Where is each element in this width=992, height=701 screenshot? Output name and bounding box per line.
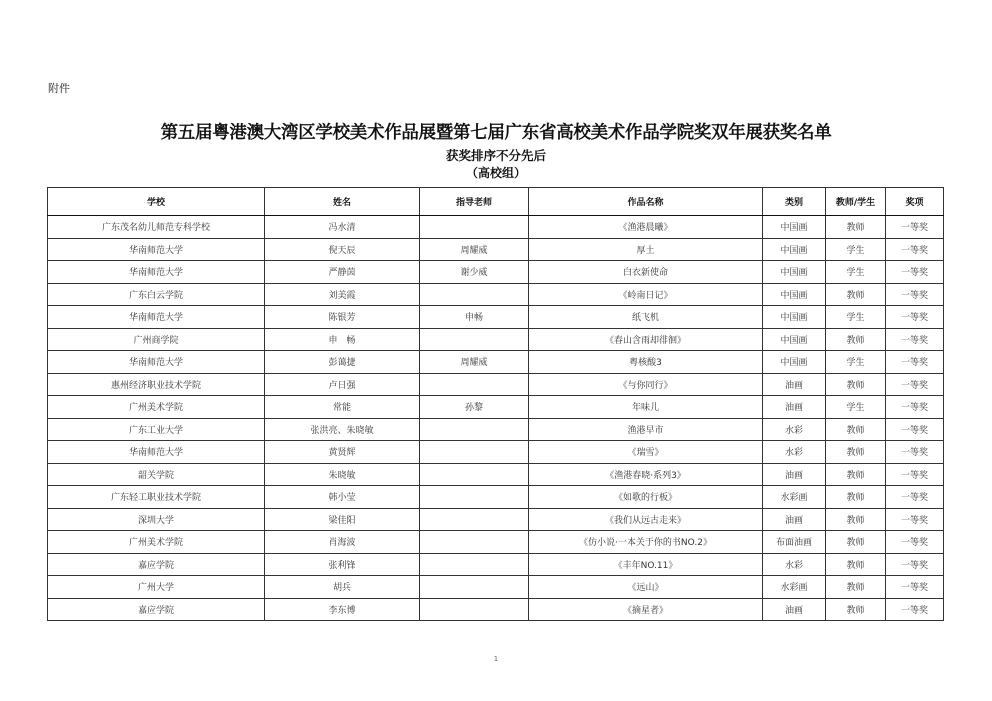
cell-work-title: 纸飞机 <box>529 306 763 329</box>
awards-table <box>47 187 944 621</box>
page-number: 1 <box>493 655 499 663</box>
cell-name: 黄贤辉 <box>265 441 420 464</box>
cell-category: 中国画 <box>763 351 826 374</box>
table-row <box>48 216 944 239</box>
cell-advisor: 孙黎 <box>420 396 529 419</box>
cell-work-title: 《摘星者》 <box>529 598 763 621</box>
cell-category: 油画 <box>763 396 826 419</box>
cell-category: 中国画 <box>763 261 826 284</box>
cell-award: 一等奖 <box>886 261 944 284</box>
table-row <box>48 508 944 531</box>
table-row <box>48 396 944 419</box>
cell-school: 嘉应学院 <box>48 553 265 576</box>
cell-advisor <box>420 486 529 509</box>
cell-award: 一等奖 <box>886 598 944 621</box>
cell-advisor <box>420 598 529 621</box>
cell-category: 中国画 <box>763 306 826 329</box>
cell-name: 刘美霞 <box>265 283 420 306</box>
cell-role: 教师 <box>826 553 886 576</box>
table-row <box>48 238 944 261</box>
cell-name: 肖海波 <box>265 531 420 554</box>
cell-name: 梁佳阳 <box>265 508 420 531</box>
cell-name: 倪天辰 <box>265 238 420 261</box>
cell-category: 布面油画 <box>763 531 826 554</box>
cell-advisor: 谢少威 <box>420 261 529 284</box>
cell-role: 教师 <box>826 216 886 239</box>
cell-name: 朱晓敏 <box>265 463 420 486</box>
cell-school: 华南师范大学 <box>48 238 265 261</box>
cell-category: 油画 <box>763 373 826 396</box>
cell-role: 教师 <box>826 373 886 396</box>
header-role: 教师/学生 <box>826 188 886 216</box>
cell-school: 深圳大学 <box>48 508 265 531</box>
cell-role: 学生 <box>826 351 886 374</box>
cell-school: 嘉应学院 <box>48 598 265 621</box>
cell-name: 胡兵 <box>265 576 420 599</box>
cell-award: 一等奖 <box>886 531 944 554</box>
cell-work-title: 《仿小说·一本关于你的书NO.2》 <box>529 531 763 554</box>
table-row <box>48 418 944 441</box>
cell-award: 一等奖 <box>886 418 944 441</box>
cell-work-title: 《与你同行》 <box>529 373 763 396</box>
cell-name: 严静茵 <box>265 261 420 284</box>
cell-advisor <box>420 418 529 441</box>
table-row <box>48 486 944 509</box>
page-title: 第五届粤港澳大湾区学校美术作品展暨第七届广东省高校美术作品学院奖双年展获奖名单 <box>160 123 832 143</box>
cell-role: 学生 <box>826 306 886 329</box>
cell-role: 学生 <box>826 238 886 261</box>
cell-role: 教师 <box>826 328 886 351</box>
cell-award: 一等奖 <box>886 576 944 599</box>
cell-category: 中国画 <box>763 238 826 261</box>
table-row <box>48 576 944 599</box>
cell-school: 华南师范大学 <box>48 261 265 284</box>
cell-school: 惠州经济职业技术学院 <box>48 373 265 396</box>
cell-advisor: 周耀威 <box>420 351 529 374</box>
cell-advisor <box>420 576 529 599</box>
cell-role: 教师 <box>826 598 886 621</box>
cell-advisor <box>420 508 529 531</box>
cell-category: 油画 <box>763 463 826 486</box>
header-name: 姓名 <box>265 188 420 216</box>
cell-role: 教师 <box>826 576 886 599</box>
cell-work-title: 年味儿 <box>529 396 763 419</box>
header-award: 奖项 <box>886 188 944 216</box>
cell-award: 一等奖 <box>886 486 944 509</box>
cell-award: 一等奖 <box>886 328 944 351</box>
cell-school: 华南师范大学 <box>48 306 265 329</box>
cell-school: 华南师范大学 <box>48 351 265 374</box>
cell-role: 教师 <box>826 508 886 531</box>
cell-name: 陈银芳 <box>265 306 420 329</box>
table-row <box>48 598 944 621</box>
cell-advisor <box>420 216 529 239</box>
cell-award: 一等奖 <box>886 396 944 419</box>
table-body <box>48 216 944 621</box>
cell-school: 广州商学院 <box>48 328 265 351</box>
cell-award: 一等奖 <box>886 283 944 306</box>
table-row <box>48 441 944 464</box>
table-row <box>48 306 944 329</box>
cell-advisor <box>420 553 529 576</box>
cell-work-title: 白衣新使命 <box>529 261 763 284</box>
cell-advisor <box>420 283 529 306</box>
cell-work-title: 《春山含雨却徘徊》 <box>529 328 763 351</box>
cell-category: 油画 <box>763 598 826 621</box>
cell-category: 水彩 <box>763 418 826 441</box>
header-work-title: 作品名称 <box>529 188 763 216</box>
cell-award: 一等奖 <box>886 306 944 329</box>
cell-category: 中国画 <box>763 283 826 306</box>
cell-award: 一等奖 <box>886 441 944 464</box>
cell-name: 彭蔼捷 <box>265 351 420 374</box>
cell-work-title: 渔港早市 <box>529 418 763 441</box>
cell-school: 华南师范大学 <box>48 441 265 464</box>
table-row <box>48 283 944 306</box>
cell-name: 常能 <box>265 396 420 419</box>
table-row <box>48 261 944 284</box>
cell-role: 教师 <box>826 486 886 509</box>
cell-role: 学生 <box>826 396 886 419</box>
group-label: （高校组） <box>465 166 526 180</box>
cell-advisor <box>420 328 529 351</box>
cell-award: 一等奖 <box>886 463 944 486</box>
cell-work-title: 《我们从远古走来》 <box>529 508 763 531</box>
cell-role: 教师 <box>826 441 886 464</box>
cell-name: 张洪亮、朱晓敏 <box>265 418 420 441</box>
cell-name: 韩小莹 <box>265 486 420 509</box>
cell-category: 水彩画 <box>763 486 826 509</box>
cell-category: 水彩 <box>763 441 826 464</box>
cell-advisor <box>420 463 529 486</box>
cell-role: 教师 <box>826 418 886 441</box>
cell-award: 一等奖 <box>886 216 944 239</box>
cell-work-title: 《渔港晨曦》 <box>529 216 763 239</box>
cell-award: 一等奖 <box>886 373 944 396</box>
cell-award: 一等奖 <box>886 238 944 261</box>
cell-work-title: 《丰年NO.11》 <box>529 553 763 576</box>
cell-category: 中国画 <box>763 216 826 239</box>
table-header-row <box>48 188 944 216</box>
cell-work-title: 《瑞雪》 <box>529 441 763 464</box>
cell-advisor <box>420 531 529 554</box>
cell-school: 广东工业大学 <box>48 418 265 441</box>
cell-school: 广州大学 <box>48 576 265 599</box>
cell-role: 教师 <box>826 463 886 486</box>
page-subtitle: 获奖排序不分先后 <box>445 148 546 163</box>
cell-award: 一等奖 <box>886 553 944 576</box>
cell-name: 卢日强 <box>265 373 420 396</box>
cell-school: 广东轻工职业技术学院 <box>48 486 265 509</box>
cell-advisor <box>420 441 529 464</box>
cell-name: 申 畅 <box>265 328 420 351</box>
cell-advisor <box>420 373 529 396</box>
cell-role: 学生 <box>826 261 886 284</box>
cell-category: 油画 <box>763 508 826 531</box>
cell-work-title: 粤核酸3 <box>529 351 763 374</box>
cell-award: 一等奖 <box>886 351 944 374</box>
table-row <box>48 553 944 576</box>
cell-advisor: 申畅 <box>420 306 529 329</box>
cell-category: 中国画 <box>763 328 826 351</box>
table-row <box>48 351 944 374</box>
header-school: 学校 <box>48 188 265 216</box>
cell-work-title: 《远山》 <box>529 576 763 599</box>
cell-role: 教师 <box>826 531 886 554</box>
table-row <box>48 373 944 396</box>
cell-school: 广州美术学院 <box>48 531 265 554</box>
cell-school: 广州美术学院 <box>48 396 265 419</box>
cell-role: 教师 <box>826 283 886 306</box>
cell-category: 水彩 <box>763 553 826 576</box>
cell-name: 冯水清 <box>265 216 420 239</box>
cell-name: 李东博 <box>265 598 420 621</box>
cell-school: 广东茂名幼儿师范专科学校 <box>48 216 265 239</box>
table-row <box>48 531 944 554</box>
cell-advisor: 周耀威 <box>420 238 529 261</box>
cell-school: 韶关学院 <box>48 463 265 486</box>
cell-award: 一等奖 <box>886 508 944 531</box>
cell-school: 广东白云学院 <box>48 283 265 306</box>
cell-work-title: 厚土 <box>529 238 763 261</box>
table-row <box>48 463 944 486</box>
attachment-label: 附件 <box>48 82 70 95</box>
cell-work-title: 《渔港春晓·系列3》 <box>529 463 763 486</box>
cell-name: 张利锋 <box>265 553 420 576</box>
cell-work-title: 《岭南日记》 <box>529 283 763 306</box>
table-row <box>48 328 944 351</box>
cell-work-title: 《如歌的行板》 <box>529 486 763 509</box>
cell-category: 水彩画 <box>763 576 826 599</box>
header-category: 类别 <box>763 188 826 216</box>
header-advisor: 指导老师 <box>420 188 529 216</box>
